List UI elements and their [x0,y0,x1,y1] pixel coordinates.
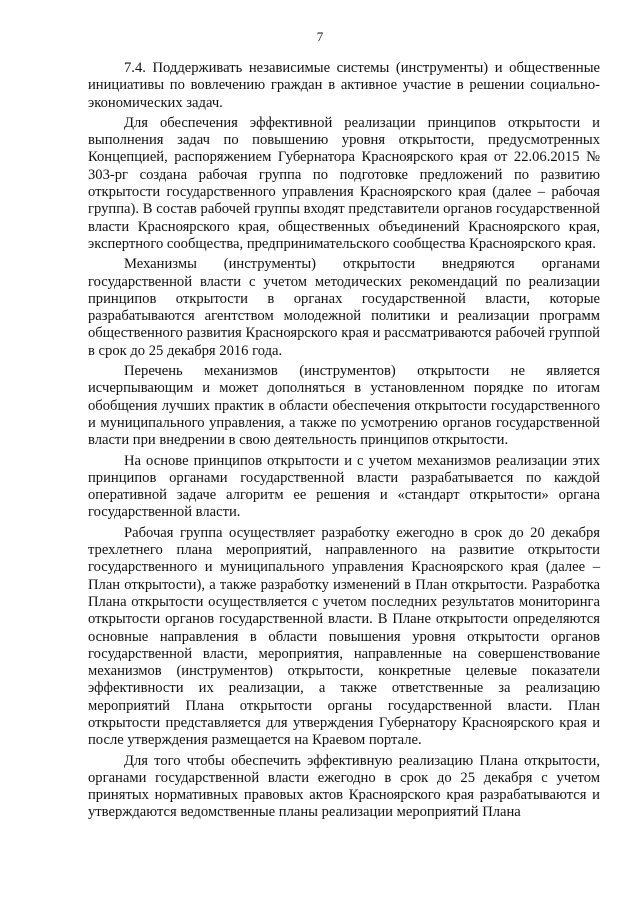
paragraph-openness-plan: Рабочая группа осуществляет разработку ежегодно в срок до 20 декабря трехлетнего плана мероприятий, направленного на развитие открытости государственного и муниципального управления Красноярского края (далее – План открытости), а также разработку изменений в План открытости. Разработка Плана открытости осуществляется с учетом последних результатов мониторинга открытости органов государственной власти. В Плане открытости определяются основные направления в области повышения уровня открытости органов государственной власти, мероприятия, направленные на совершенствование механизмов (инструментов) открытости, конкретные целевые показатели эффективности их реализации, а также ответственные за реализацию мероприятий Плана открытости органы государственной власти. План открытости представляется для утверждения Губернатору Красноярского края и после утверждения размещается на Краевом портале. [88,524,600,749]
paragraph-working-group: Для обеспечения эффективной реализации принципов открытости и выполнения задач по повышению уровня открытости, предусмотренных Концепцией, распоряжением Губернатора Красноярского края от 22.06.2015 № 303-рг создана рабочая группа по подготовке предложений по развитию открытости государственного управления Красноярского края (далее – рабочая группа). В состав рабочей группы входят представители органов государственной власти Красноярского края, общественных объединений Красноярского края, экспертного сообщества, предпринимательского сообщества Красноярского края. [88,114,600,252]
paragraph-openness-standard: На основе принципов открытости и с учетом механизмов реализации этих принципов органами государственной власти разрабатывается по каждой оперативной задаче алгоритм ее решения и «стандарт открытости» органа государственной власти. [88,452,600,521]
paragraph-departmental-plans: Для того чтобы обеспечить эффективную реализацию Плана открытости, органами государственной власти ежегодно в срок до 25 декабря с учетом принятых нормативных правовых актов Красноярского края разрабатываются и утверждаются ведомственные планы реализации мероприятий Плана [88,752,600,821]
paragraph-mechanisms: Механизмы (инструменты) открытости внедряются органами государственной власти с учетом методических рекомендаций по реализации принципов открытости в органах государственной власти, которые разрабатываются агентством молодежной политики и реализации программ общественного развития Красноярского края и рассматриваются рабочей группой в срок до 25 декабря 2016 года. [88,256,600,359]
document-body [88,60,600,825]
paragraph-7-4: 7.4. Поддерживать независимые системы (инструменты) и общественные инициативы по вовлечению граждан в активное участие в решении социально-экономических задач. [88,60,600,111]
page-number: 7 [316,29,324,44]
paragraph-list-of-mechanisms: Перечень механизмов (инструментов) открытости не является исчерпывающим и может дополняться в установленном порядке по итогам обобщения лучших практик в области обеспечения открытости государственного и муниципального управления, а также по усмотрению органов государственной власти при внедрении в свою деятельность принципов открытости. [88,363,600,449]
